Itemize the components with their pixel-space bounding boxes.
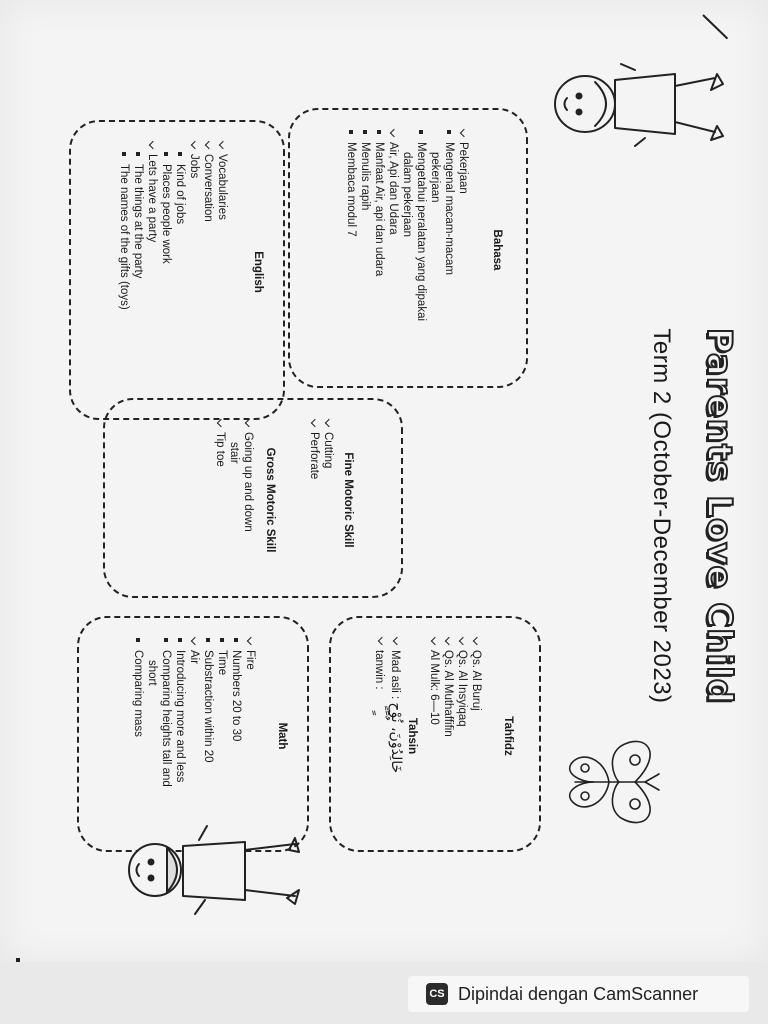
list-item: Membaca modul 7: [344, 128, 358, 372]
list-item: stair: [228, 442, 240, 464]
list-item: Jobs: [187, 140, 201, 404]
boy-illustration: [115, 820, 315, 920]
tahfidz-box: [329, 616, 541, 852]
camscanner-watermark: [408, 976, 749, 1012]
math-heading: Math: [276, 722, 288, 750]
list-item: Going up and down: [241, 418, 255, 582]
list-item: Introducing more and less: [173, 636, 187, 836]
list-item: dalam pekerjaan: [401, 152, 413, 238]
list-item: Substraction within 20: [201, 636, 215, 836]
list-item: Air: [187, 636, 201, 836]
scan-dot: [16, 958, 20, 962]
motoric-box: [103, 398, 403, 598]
list-item: Conversation: [201, 140, 215, 404]
list-item: Qs. Al Buruj: [469, 636, 483, 836]
pen-mark: [702, 14, 728, 39]
bahasa-list: [344, 128, 470, 372]
camscanner-logo-icon: CS: [426, 983, 448, 1005]
mad-asli-arabic: خَالِدُوْنَ، نُوْحٍ: [388, 702, 404, 774]
gross-motoric-list: [213, 418, 255, 582]
girl-illustration: [545, 60, 745, 150]
fine-motoric-heading: Fine Motoric Skill: [342, 452, 354, 548]
math-list: [131, 636, 257, 836]
list-item: Mengetahui peralatan yang dipakai: [414, 128, 428, 372]
list-item: Places people work: [159, 140, 173, 404]
list-item: The things at the party: [131, 140, 145, 404]
mad-asli-label: Mad asli :: [389, 650, 401, 700]
fine-motoric-list: [307, 418, 335, 582]
math-box: [77, 616, 309, 852]
list-item: Cutting: [321, 418, 335, 582]
list-item: Numbers 20 to 30: [229, 636, 243, 836]
list-item: Qs. Al Muthaffifin: [441, 636, 455, 836]
english-heading: English: [252, 251, 264, 293]
list-item: Time: [215, 636, 229, 836]
rotated-document: [25, 60, 745, 920]
list-item: [388, 636, 403, 836]
bahasa-box: [288, 108, 528, 388]
list-item: Tip toe: [213, 418, 227, 582]
list-item: Comparing heights tall and: [159, 636, 173, 836]
butterfly-illustration: [555, 732, 665, 832]
list-item: Air, Api dan Udara: [386, 128, 400, 372]
list-item: [372, 636, 391, 836]
list-item: short: [146, 660, 158, 686]
list-item: Perforate: [307, 418, 321, 582]
tahfidz-heading: Tahfidz: [502, 716, 514, 756]
camscanner-text: Dipindai dengan CamScanner: [458, 983, 699, 1004]
list-item: Comparing mass: [131, 636, 145, 836]
list-item: Fire: [243, 636, 257, 836]
list-item: Lets have a party: [145, 140, 159, 404]
english-list: [117, 140, 229, 404]
list-item: Pekerjaan: [456, 128, 470, 372]
tahfidz-list: [427, 636, 483, 836]
list-item: Manfaat Air, api dan udara: [372, 128, 386, 372]
bahasa-heading: Bahasa: [491, 229, 503, 271]
tanwin-arabic: ً ٍ ٌ: [372, 708, 391, 720]
tahsin-list: [372, 636, 403, 836]
list-item: Mengenal macam-macam: [442, 128, 456, 372]
page-title: Parents Love Child: [699, 327, 739, 705]
list-item: pekerjaan: [429, 152, 441, 203]
gross-motoric-heading: Gross Motoric Skill: [264, 447, 276, 553]
page-subtitle: Term 2 (October-December 2023): [648, 328, 675, 704]
list-item: Kind of jobs: [173, 140, 187, 404]
list-item: Vocabularies: [215, 140, 229, 404]
tanwin-label: tanwin :: [373, 650, 385, 690]
list-item: Menulis rapih: [358, 128, 372, 372]
english-box: [69, 120, 285, 420]
list-item: Qs. Al Insyiqaq: [455, 636, 469, 836]
list-item: Al Mulk: 6—10: [427, 636, 441, 836]
list-item: The names of the gifts (toys): [117, 140, 131, 404]
tahsin-heading: Tahsin: [406, 717, 418, 755]
